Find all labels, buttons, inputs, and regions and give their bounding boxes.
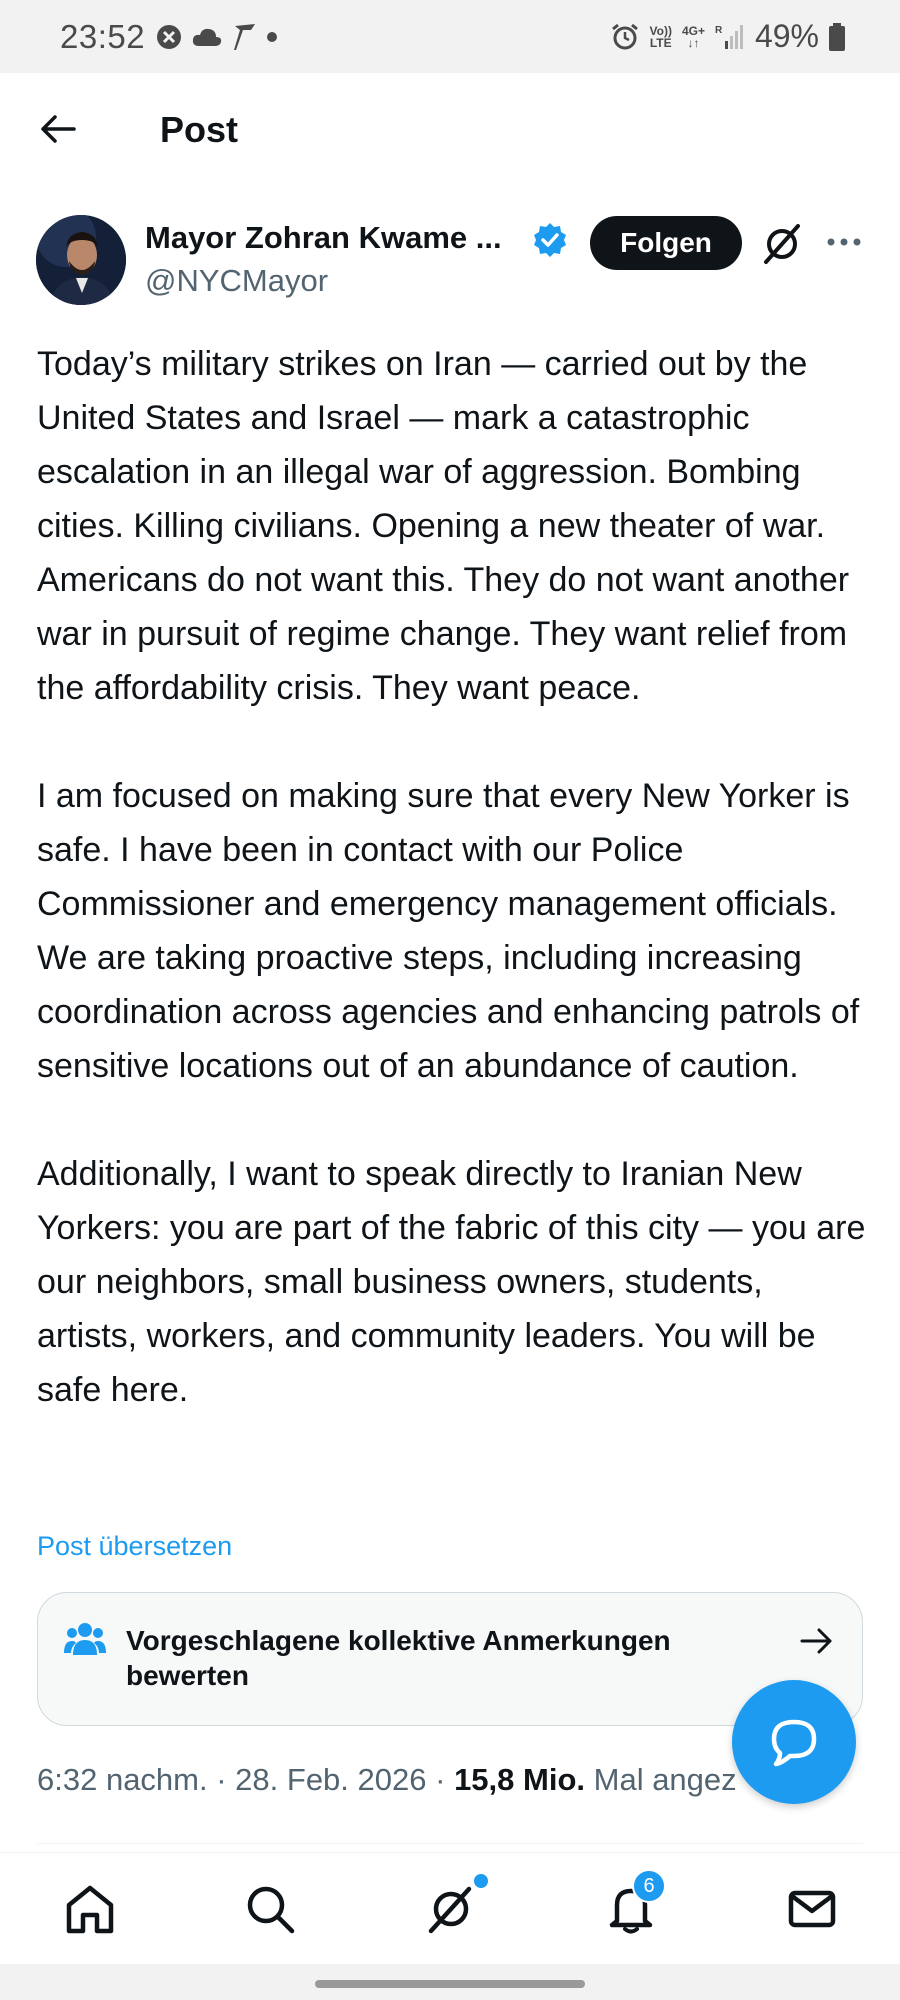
nav-search[interactable] [242,1881,298,1937]
signal-icon [715,23,745,51]
back-button[interactable] [36,107,80,151]
view-count: 15,8 Mio. [454,1762,585,1797]
more-options-button[interactable] [820,222,868,262]
grok-icon [760,222,804,266]
network-type-indicator: 4G+ ↓↑ [681,23,705,50]
chat-bubble-icon [768,1717,820,1767]
post-paragraph: Today’s military strikes on Iran — carried out by the United States and Israel — mark a catastrophic escalation in an illegal war of aggression. Bombing cities. Killing civilians. Opening a new theater of war. Americans do not want this. They do not want another war in pursuit of regime change. They want relief from the affordability crisis. They want peace. [37,345,850,707]
page-title: Post [160,109,239,150]
divider [37,1843,863,1844]
battery-icon [829,23,845,51]
alarm-icon [610,22,640,52]
mail-icon [786,1883,838,1935]
follow-button[interactable]: Folgen [590,216,742,270]
bottom-navigation [0,1852,900,1964]
author-name[interactable]: Mayor Zohran Kwame ... [145,220,502,255]
more-dots-icon [826,237,862,247]
app-header [0,73,900,186]
grok-new-indicator [474,1874,488,1888]
cloud-icon [191,26,223,48]
nav-home[interactable] [62,1881,118,1937]
post-time: 6:32 nachm. [37,1762,208,1797]
community-notes-card[interactable] [37,1592,863,1726]
volte-indicator: Vo)) LTE [649,23,672,50]
svg-text:R: R [714,24,723,36]
status-time: 23:52 [60,17,146,55]
author-handle[interactable]: @NYCMayor [145,263,329,298]
community-icon [64,1621,106,1657]
post-paragraph: I am focused on making sure that every New Yorker is safe. I have been in contact with our Police Commissioner and emergency management officials. We are taking proactive steps, including increasing coordination across agencies and enhancing patrols of sensitive locations out of an abundance of caution. [37,777,860,1085]
notifications-badge: 6 [632,1869,666,1903]
view-count-label: Mal angez [593,1762,737,1797]
verified-badge-icon [531,221,569,259]
arrow-left-icon [40,114,76,144]
post-text [37,337,867,1417]
post-meta: 6:32 nachm. · 28. Feb. 2026 · 15,8 Mio. Mal angez [37,1762,737,1797]
community-notes-label: Vorgeschlagene kollektive Anmerkungen bewerten [126,1625,671,1691]
location-off-icon [155,23,183,51]
post-date: 28. Feb. 2026 [235,1762,427,1797]
avatar[interactable] [36,215,126,305]
grok-button[interactable] [758,220,806,268]
reply-fab-button[interactable] [732,1680,856,1804]
app-notification-icon [231,22,257,52]
grok-icon [425,1883,477,1935]
nav-messages[interactable] [784,1881,840,1937]
post-paragraph: Additionally, I want to speak directly to Iranian New Yorkers: you are part of the fabric of this city — you are our neighbors, small business owners, students, artists, workers, and community leaders. You will be safe here. [37,1155,866,1409]
status-notification-icons [155,22,279,52]
nav-grok[interactable] [423,1881,479,1937]
arrow-right-icon [798,1623,834,1659]
translate-post-link[interactable]: Post übersetzen [37,1531,233,1561]
search-icon [244,1883,296,1935]
home-icon [64,1883,116,1935]
home-gesture-bar[interactable] [315,1980,585,1988]
more-notifications-dot-icon [265,30,279,44]
status-bar [0,0,900,73]
battery-percent: 49% [754,18,819,54]
